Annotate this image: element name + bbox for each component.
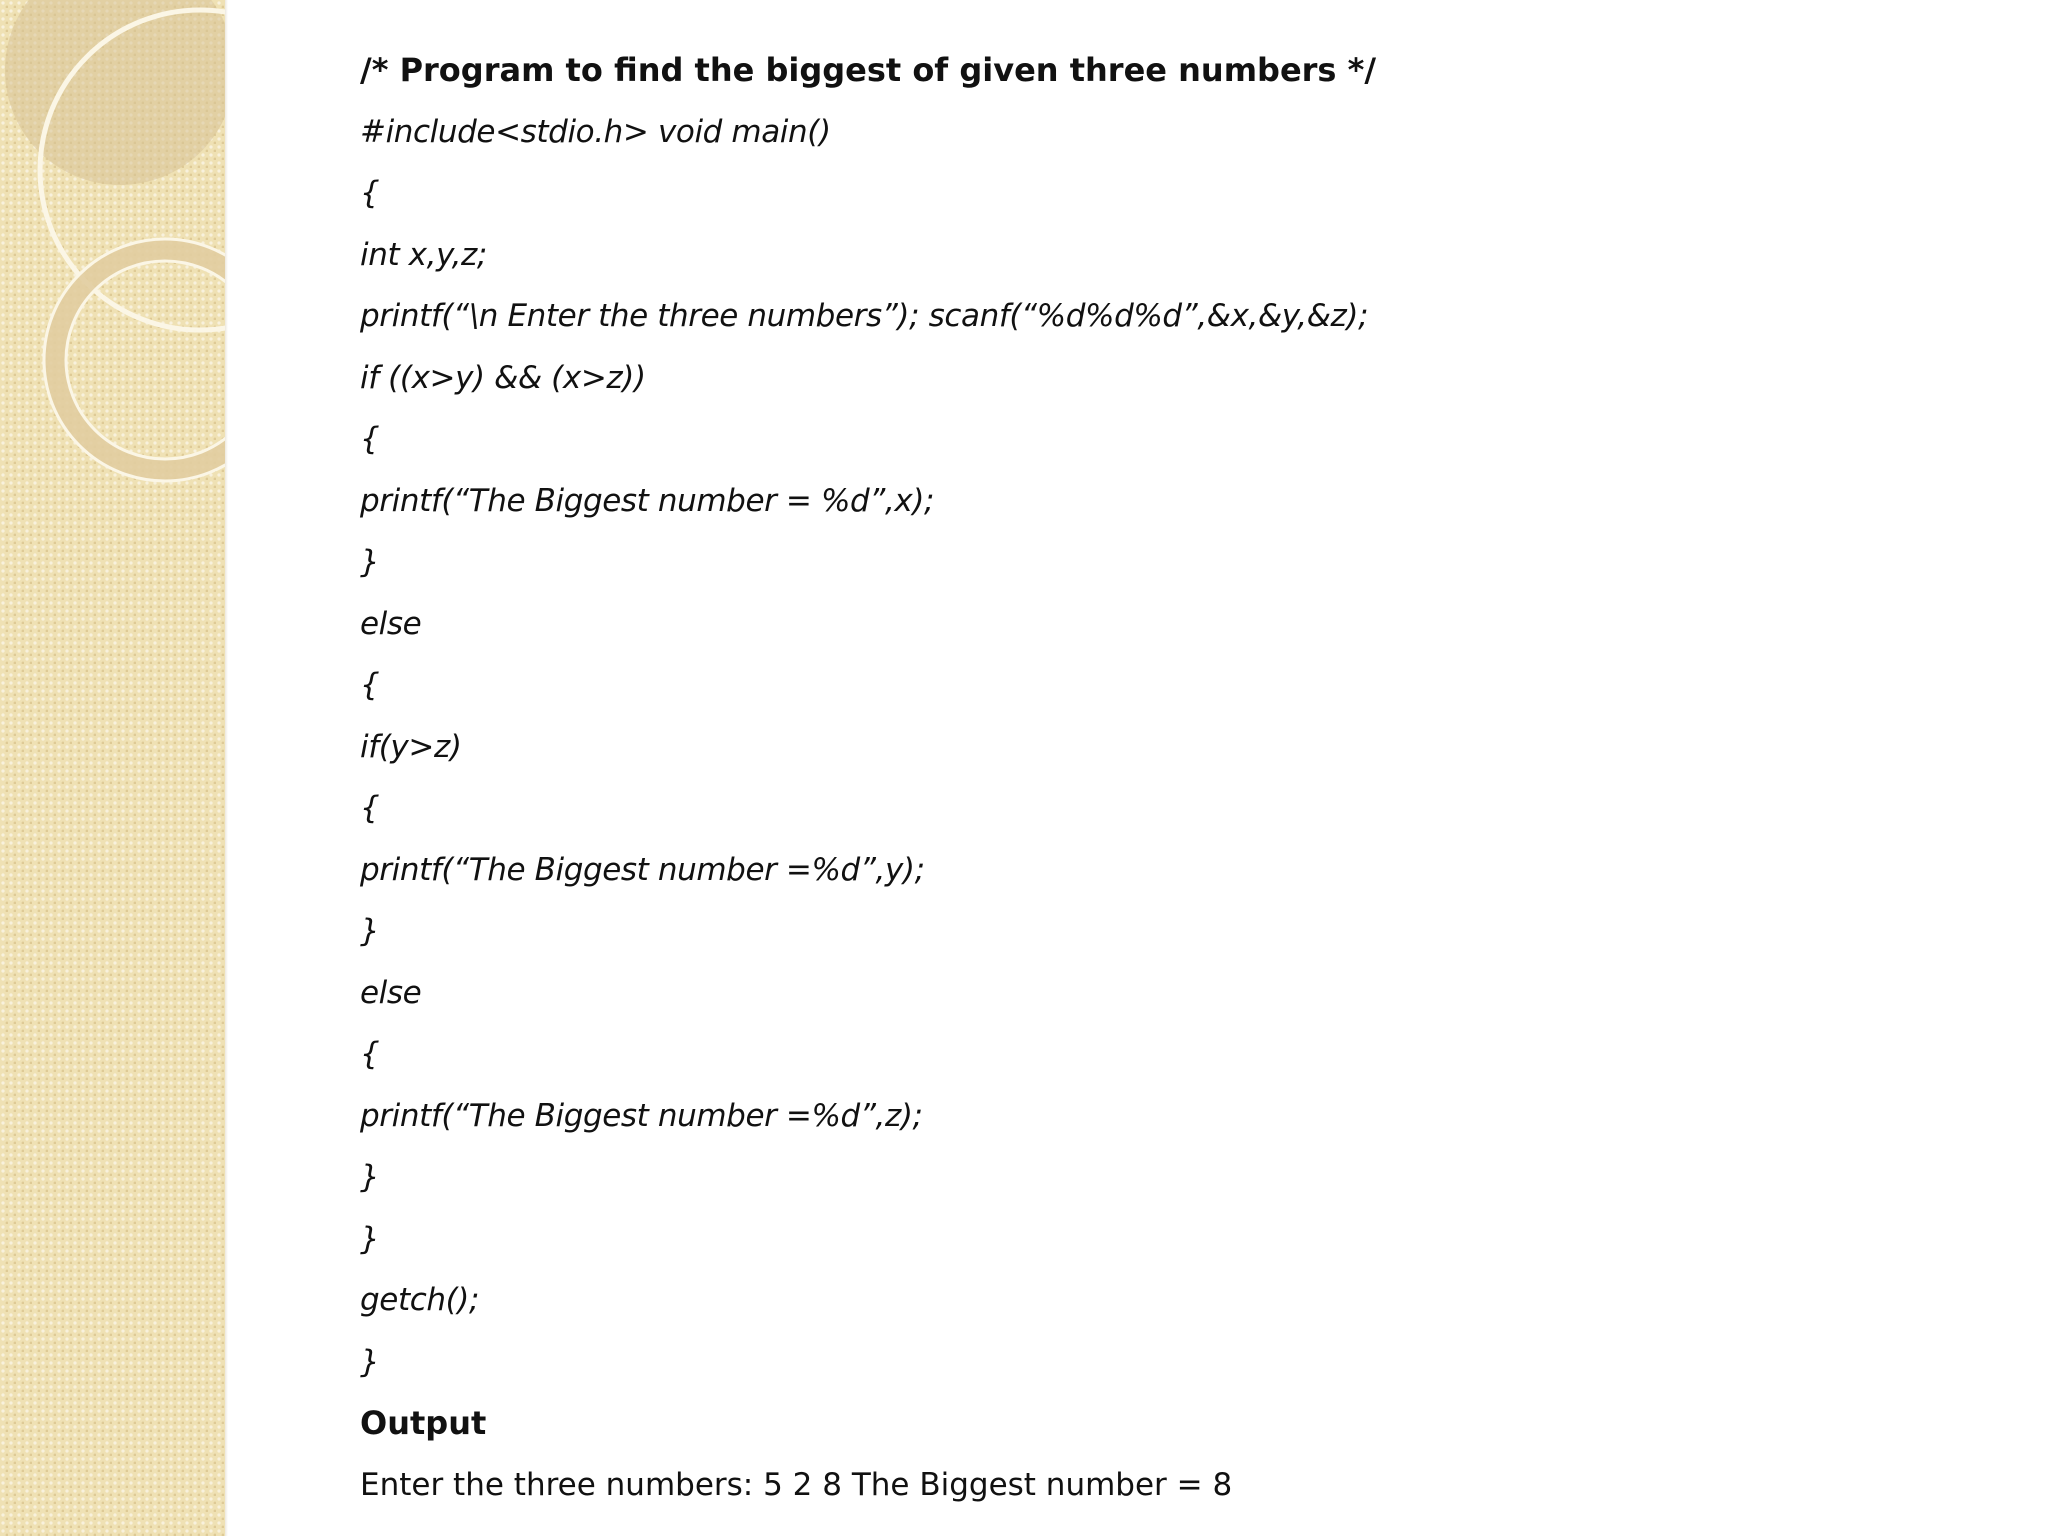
code-block (360, 104, 1960, 1396)
code-line: { (360, 667, 380, 703)
code-line: } (360, 544, 380, 580)
code-line: if ((x>y) && (x>z)) (360, 359, 646, 396)
slide-content (360, 42, 1960, 1518)
code-line: { (360, 1036, 380, 1072)
code-line: else (360, 605, 422, 642)
code-line: int x,y,z; (360, 236, 487, 273)
decorative-side-panel (0, 0, 225, 1536)
slide-title: /* Program to find the biggest of given three numbers */ (360, 51, 1377, 89)
code-line: } (360, 1159, 380, 1195)
code-line: else (360, 974, 422, 1011)
decorative-circles (0, 0, 225, 520)
output-heading: Output (360, 1404, 487, 1442)
thick-ring (55, 250, 225, 470)
code-line: } (360, 913, 380, 949)
output-text: Enter the three numbers: 5 2 8 The Biggest number = 8 (360, 1466, 1233, 1503)
code-line: printf(“The Biggest number =%d”,y); (360, 851, 925, 888)
code-line: } (360, 1220, 380, 1257)
code-line: getch(); (360, 1282, 480, 1318)
code-line: { (360, 175, 380, 211)
thick-ring-outline-outer (44, 239, 225, 481)
code-line: { (360, 421, 380, 457)
code-line: printf(“\n Enter the three numbers”); scanf(“%d%d%d”,&x,&y,&z); (360, 298, 1369, 334)
code-line: printf(“The Biggest number = %d”,x); (360, 482, 935, 519)
code-line: if(y>z) (360, 728, 462, 765)
code-line: printf(“The Biggest number =%d”,z); (360, 1097, 923, 1134)
code-line: } (360, 1343, 380, 1380)
code-line: { (360, 790, 380, 826)
code-line: #include<stdio.h> void main() (360, 113, 831, 150)
side-panel-edge (225, 0, 228, 1536)
shaded-circle (5, 0, 225, 185)
